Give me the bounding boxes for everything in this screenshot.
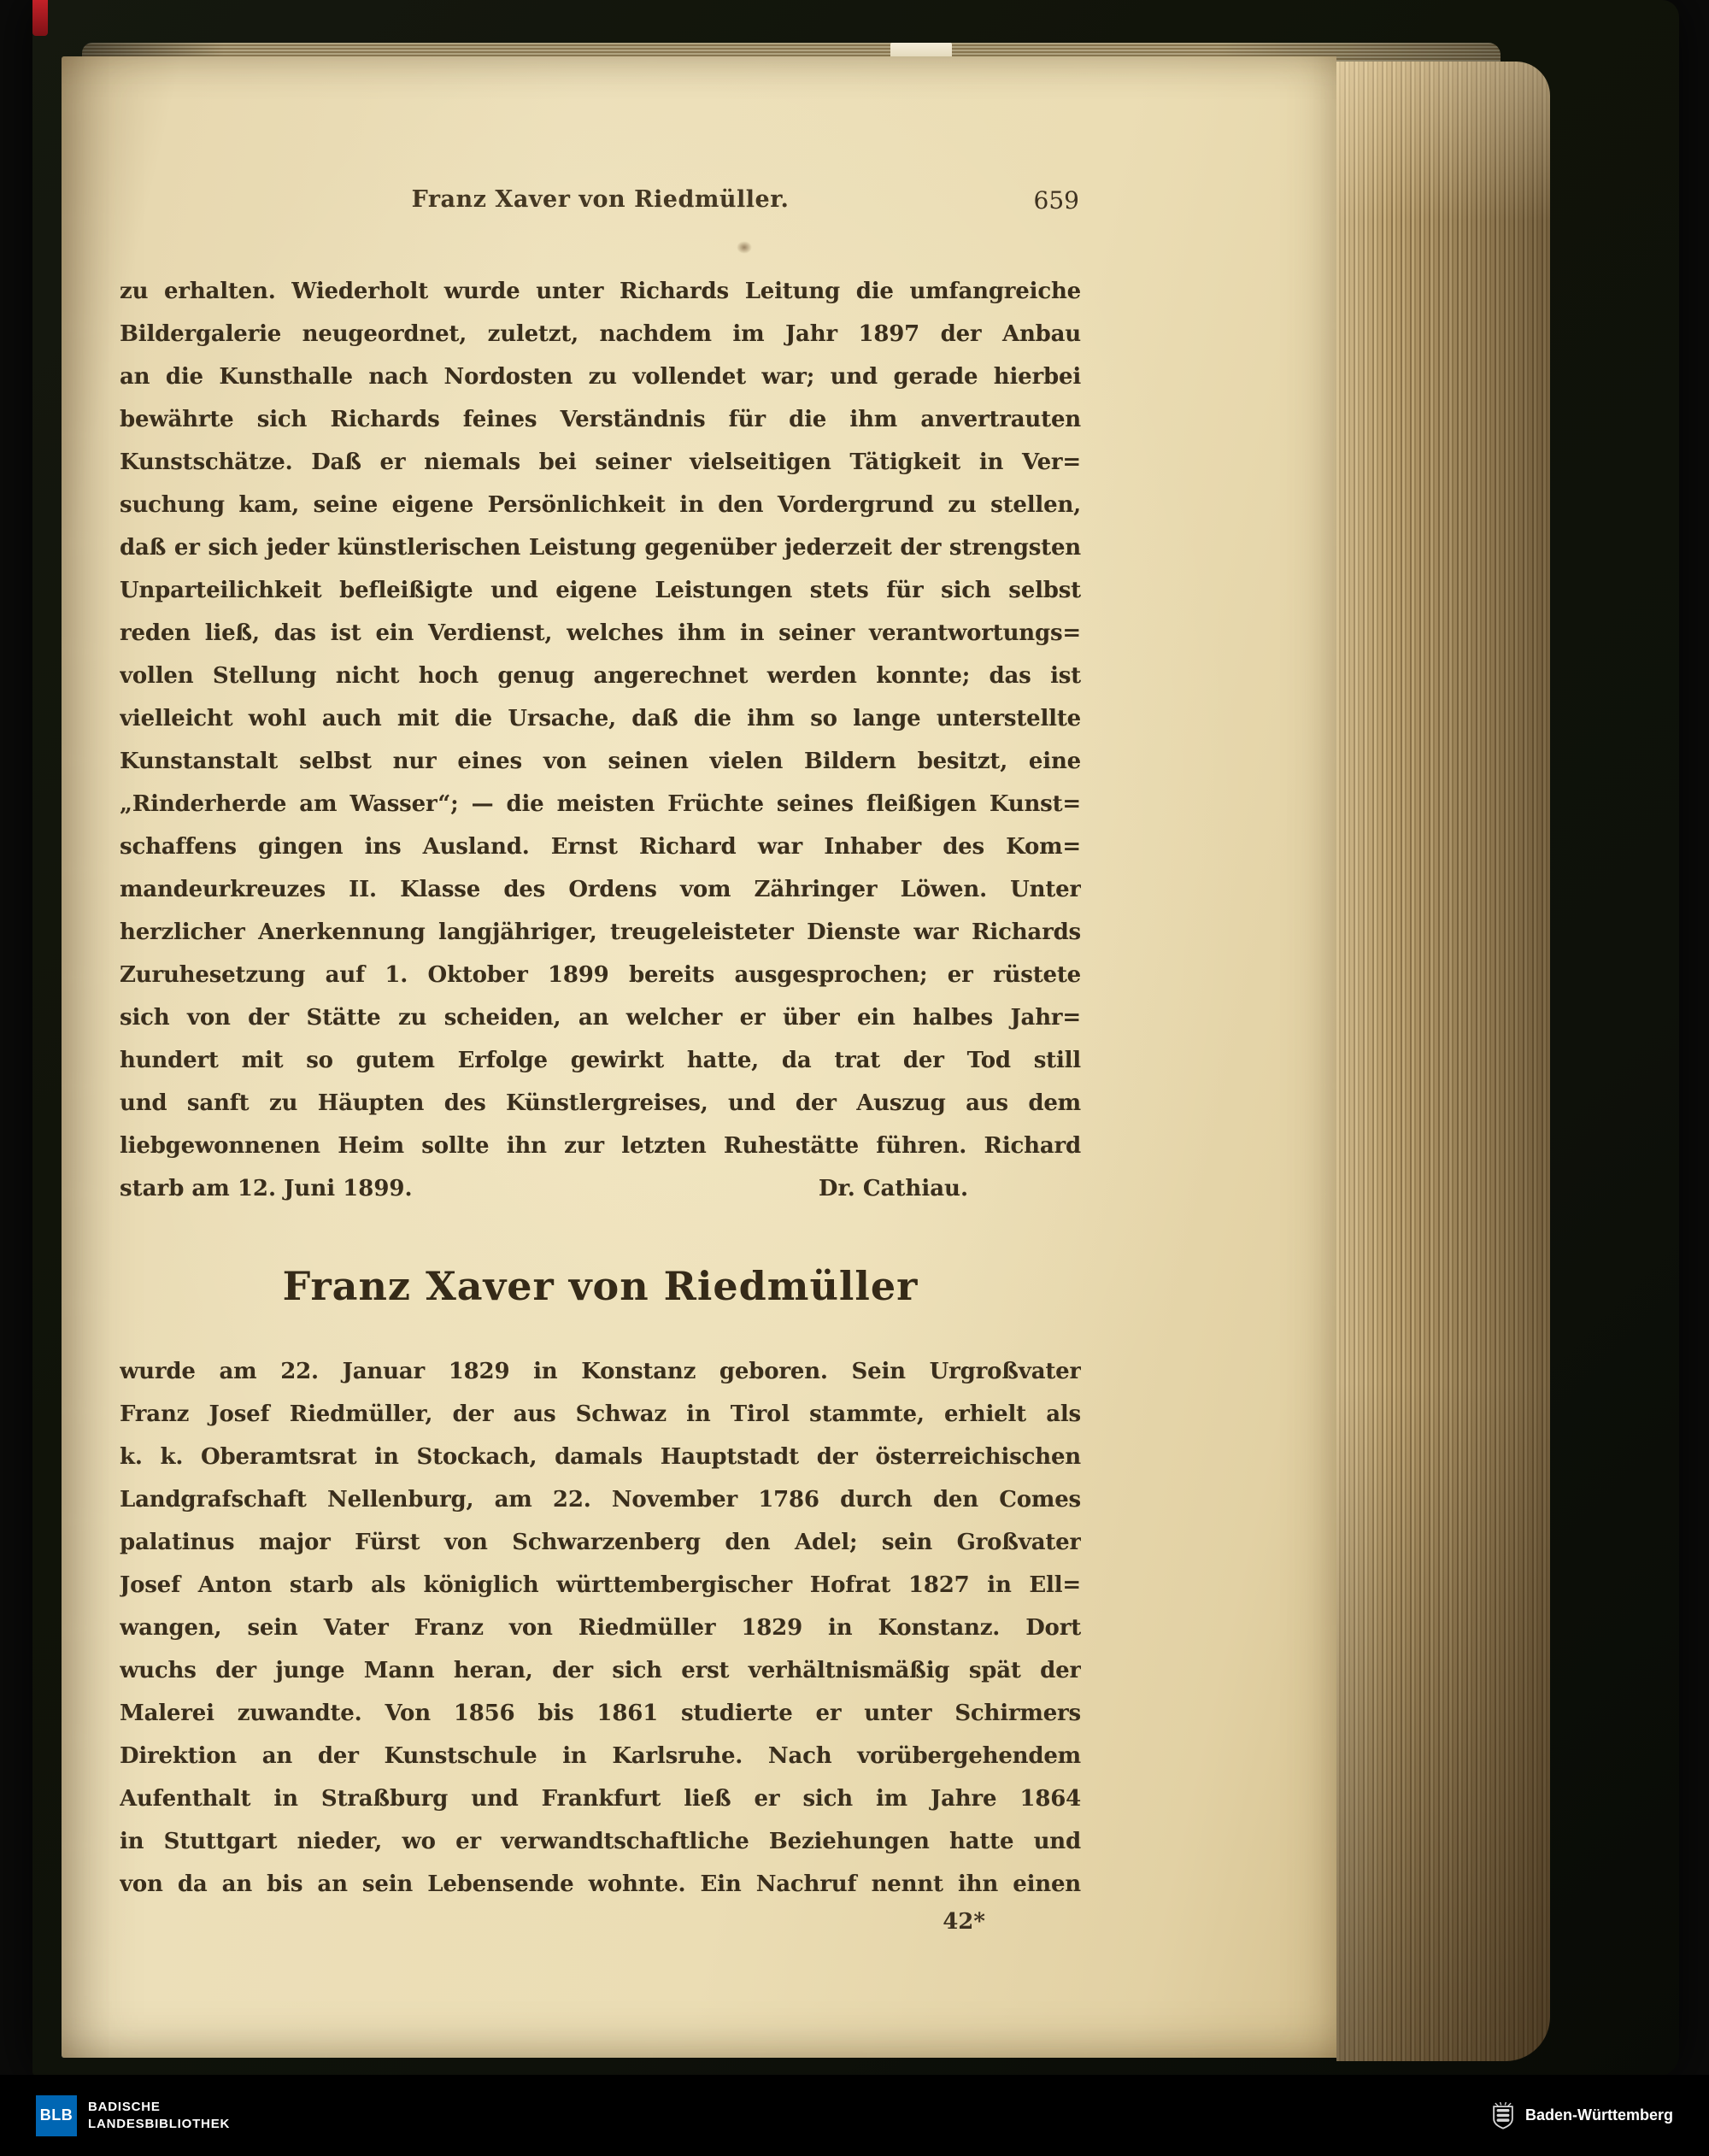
closing-text: starb am 12. Juni 1899.	[120, 1176, 413, 1201]
state-wordmark: Baden-Württemberg	[1524, 2106, 1673, 2124]
text-line: liebgewonnenen Heim sollte ihn zur letzten Ruhestätte führen. Richard	[120, 1133, 1081, 1159]
footer-bar	[0, 2075, 1709, 2156]
text-line: wangen, sein Vater Franz von Riedmüller 1829 in Konstanz. Dort	[120, 1615, 1081, 1641]
text-line: Landgrafschaft Nellenburg, am 22. November 1786 durch den Comes	[120, 1487, 1081, 1513]
closing-line	[120, 1167, 1081, 1210]
running-head	[120, 186, 1081, 220]
text-line: vielleicht wohl auch mit die Ursache, daß die ihm so lange unterstellte	[120, 706, 1081, 731]
book-page	[62, 56, 1336, 2058]
paragraph-riedmueller-bio	[120, 1350, 1081, 1906]
bw-coat-of-arms-icon	[1491, 2102, 1515, 2130]
text-line: reden ließ, das ist ein Verdienst, welches ihm in seiner verantwortungs=	[120, 620, 1081, 646]
text-line: zu erhalten. Wiederholt wurde unter Richards Leitung die umfangreiche	[120, 279, 1081, 304]
red-bookmark-ribbon	[32, 0, 48, 36]
text-line: Josef Anton starb als königlich württembergischer Hofrat 1827 in Ell=	[120, 1572, 1081, 1598]
book-fore-edge	[1336, 62, 1550, 2061]
blb-logo	[36, 2095, 230, 2136]
author-signature: Dr. Cathiau.	[818, 1176, 968, 1201]
text-line: wuchs der junge Mann heran, der sich erst verhältnismäßig spät der	[120, 1658, 1081, 1683]
text-line: Kunstanstalt selbst nur eines von seinen vielen Bildern besitzt, eine	[120, 749, 1081, 774]
text-line: herzlicher Anerkennung langjähriger, treugeleisteter Dienste war Richards	[120, 919, 1081, 945]
text-line: mandeurkreuzes II. Klasse des Ordens vom Zähringer Löwen. Unter	[120, 877, 1081, 902]
library-name-line2: LANDESBIBLIOTHEK	[88, 2116, 231, 2131]
running-head-title: Franz Xaver von Riedmüller.	[411, 186, 790, 213]
text-line: „Rinderherde am Wasser“; — die meisten Früchte seines fleißigen Kunst=	[120, 791, 1081, 817]
section-heading: Franz Xaver von Riedmüller	[282, 1263, 919, 1309]
text-line: suchung kam, seine eigene Persönlichkeit in den Vordergrund zu stellen,	[120, 492, 1081, 518]
text-line: und sanft zu Häupten des Künstlergreises, und der Auszug aus dem	[120, 1090, 1081, 1116]
text-block	[120, 56, 1081, 1935]
blb-logo-square: BLB	[36, 2095, 77, 2136]
text-line: Bildergalerie neugeordnet, zuletzt, nachdem im Jahr 1897 der Anbau	[120, 321, 1081, 347]
text-line: schaffens gingen ins Ausland. Ernst Richard war Inhaber des Kom=	[120, 834, 1081, 860]
signature-mark: 42*	[943, 1909, 985, 1935]
text-line: in Stuttgart nieder, wo er verwandtschaftliche Beziehungen hatte und	[120, 1829, 1081, 1854]
text-line: k. k. Oberamtsrat in Stockach, damals Hauptstadt der österreichischen	[120, 1444, 1081, 1470]
library-name-line1: BADISCHE	[88, 2100, 161, 2114]
text-line: Zuruhesetzung auf 1. Oktober 1899 bereits ausgesprochen; er rüstete	[120, 962, 1081, 988]
text-line: bewährte sich Richards feines Verständnis für die ihm anvertrauten	[120, 407, 1081, 432]
text-line: von da an bis an sein Lebensende wohnte. Ein Nachruf nennt ihn einen	[120, 1871, 1081, 1897]
text-line: Malerei zuwandte. Von 1856 bis 1861 studierte er unter Schirmers	[120, 1701, 1081, 1726]
text-line: Unparteilichkeit befleißigte und eigene Leistungen stets für sich selbst	[120, 578, 1081, 603]
text-line: hundert mit so gutem Erfolge gewirkt hatte, da trat der Tod still	[120, 1048, 1081, 1073]
text-line: Direktion an der Kunstschule in Karlsruhe. Nach vorübergehendem	[120, 1743, 1081, 1769]
text-line: sich von der Stätte zu scheiden, an welcher er über ein halbes Jahr=	[120, 1005, 1081, 1031]
text-line: wurde am 22. Januar 1829 in Konstanz geboren. Sein Urgroßvater	[120, 1359, 1081, 1384]
page-number: 659	[1033, 186, 1079, 214]
library-name	[88, 2099, 230, 2132]
paragraph-richard-obituary	[120, 270, 1081, 1167]
text-line: palatinus major Fürst von Schwarzenberg den Adel; sein Großvater	[120, 1530, 1081, 1555]
text-line: an die Kunsthalle nach Nordosten zu vollendet war; und gerade hierbei	[120, 364, 1081, 390]
state-logo	[1491, 2102, 1673, 2130]
text-line: Franz Josef Riedmüller, der aus Schwaz in Tirol stammte, erhielt als	[120, 1401, 1081, 1427]
text-line: vollen Stellung nicht hoch genug angerechnet werden konnte; das ist	[120, 663, 1081, 689]
text-line: Kunstschätze. Daß er niemals bei seiner vielseitigen Tätigkeit in Ver=	[120, 449, 1081, 475]
text-line: Aufenthalt in Straßburg und Frankfurt ließ er sich im Jahre 1864	[120, 1786, 1081, 1812]
text-line: daß er sich jeder künstlerischen Leistung gegenüber jederzeit der strengsten	[120, 535, 1081, 561]
